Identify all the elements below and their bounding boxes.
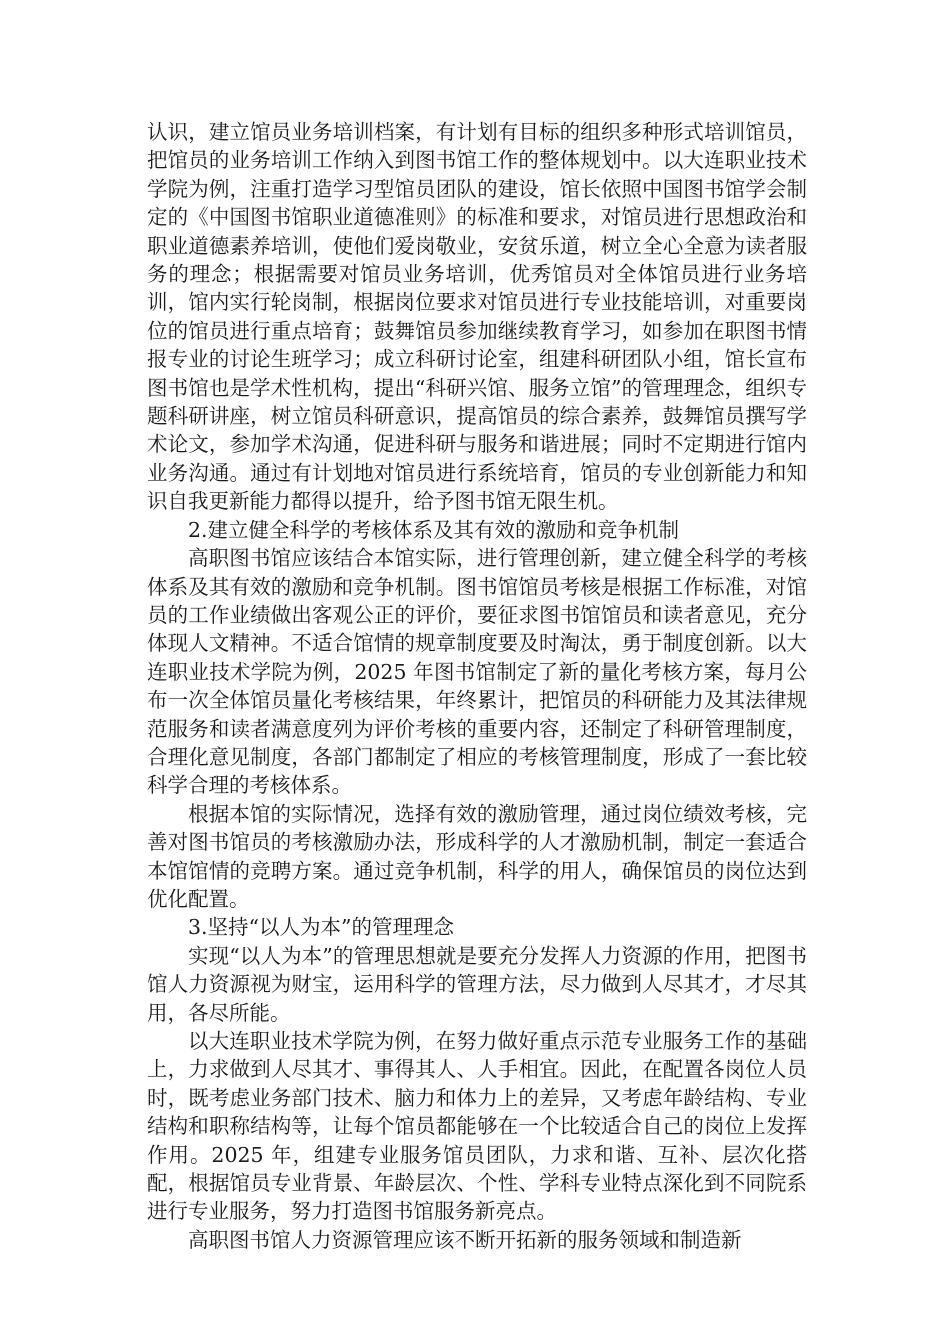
paragraph: 实现“以人为本”的管理思想就是要充分发挥人力资源的作用，把图书馆人力资源视为财宝，运用科学的管理方法，尽力做到人尽其才，才尽其用，各尽所能。: [147, 943, 807, 1025]
section-heading-3: 3.坚持“以人为本”的管理理念: [188, 915, 455, 940]
paragraph: 根据本馆的实际情况，选择有效的激励管理，通过岗位绩效考核，完善对图书馆员的考核激励办法，形成科学的人才激励机制，制定一套适合本馆馆情的竞聘方案。通过竞争机制，科学的用人，确保馆员的岗位达到优化配置。: [147, 801, 807, 911]
paragraph: 以大连职业技术学院为例，在努力做好重点示范专业服务工作的基础上，力求做到人尽其才、事得其人、人手相宜。因此，在配置各岗位人员时，既考虑业务部门技术、脑力和体力上的差异，又考虑年龄结构、专业结构和职称结构等，让每个馆员都能够在一个比较适合自己的岗位上发挥作用。2025 年，组建专业服务馆员团队，力求和谐、互补、层次化搭配，根据馆员专业背景、年龄层次、个性、学科专业特点深化到不同院系进行专业服务，努力打造图书馆服务新亮点。: [147, 1029, 807, 1224]
paragraph-truncated: 高职图书馆人力资源管理应该不断开拓新的服务领域和制造新: [188, 1227, 742, 1252]
section-heading-2: 2.建立健全科学的考核体系及其有效的激励和竞争机制: [188, 517, 680, 542]
paragraph-continuation: 认识，建立馆员业务培训档案，有计划有目标的组织多种形式培训馆员，把馆员的业务培训工作纳入到图书馆工作的整体规划中。以大连职业技术学院为例，注重打造学习型馆员团队的建设，馆长依照中国图书馆学会制定的《中国图书馆职业道德准则》的标准和要求，对馆员进行思想政治和职业道德素养培训，使他们爱岗敬业，安贫乐道，树立全心全意为读者服务的理念；根据需要对馆员业务培训，优秀馆员对全体馆员进行业务培训，馆内实行轮岗制，根据岗位要求对馆员进行专业技能培训，对重要岗位的馆员进行重点培育；鼓舞馆员参加继续教育学习，如参加在职图书情报专业的讨论生班学习；成立科研讨论室，组建科研团队小组，馆长宣布图书馆也是学术性机构，提出“科研兴馆、服务立馆”的管理理念，组织专题科研讲座，树立馆员科研意识，提高馆员的综合素养，鼓舞馆员撰写学术论文，参加学术沟通，促进科研与服务和谐进展；同时不定期进行馆内业务沟通。通过有计划地对馆员进行系统培育，馆员的专业创新能力和知识自我更新能力都得以提升，给予图书馆无限生机。: [147, 120, 807, 514]
document-body: [147, 118, 807, 1254]
paragraph: 高职图书馆应该结合本馆实际，进行管理创新，建立健全科学的考核体系及其有效的激励和竞争机制。图书馆馆员考核是根据工作标准，对馆员的工作业绩做出客观公正的评价，要征求图书馆馆员和读者意见，充分体现人文精神。不适合馆情的规章制度要及时淘汰，勇于制度创新。以大连职业技术学院为例，2025 年图书馆制定了新的量化考核方案，每月公布一次全体馆员量化考核结果，年终累计，把馆员的科研能力及其法律规范服务和读者满意度列为评价考核的重要内容，还制定了科研管理制度，合理化意见制度，各部门都制定了相应的考核管理制度，形成了一套比较科学合理的考核体系。: [147, 546, 807, 798]
